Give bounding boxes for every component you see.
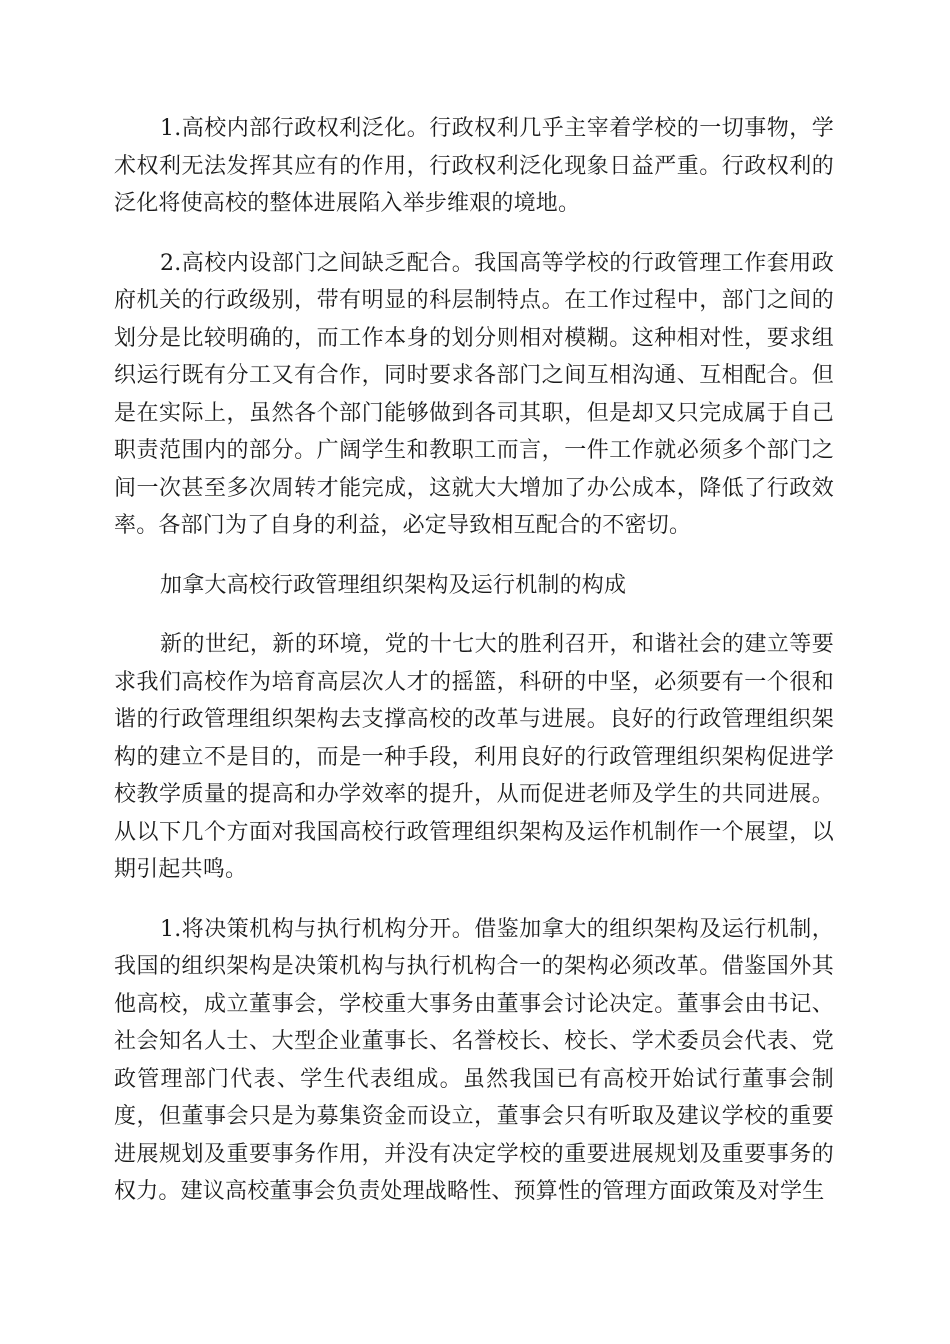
section-heading: 加拿大高校行政管理组织架构及运行机制的构成 [160, 572, 627, 598]
paragraph-new-century: 新的世纪，新的环境，党的十七大的胜利召开，和谐社会的建立等要求我们高校作为培育高层次人才的摇篮，科研的中坚，必须要有一个很和谐的行政管理组织架构去支撑高校的改革与进展。良好的行政管理组织架构的建立不是目的，而是一种手段，利用良好的行政管理组织架构促进学校教学质量的提高和办学效率的提升，从而促进老师及学生的共同进展。从以下几个方面对我国高校行政管理组织架构及运作机制作一个展望，以期引起共鸣。 [114, 632, 834, 882]
paragraph-department-coordination: 2.高校内设部门之间缺乏配合。我国高等学校的行政管理工作套用政府机关的行政级别，带有明显的科层制特点。在工作过程中，部门之间的划分是比较明确的，而工作本身的划分则相对模糊。这种相对性，要求组织运行既有分工又有合作，同时要求各部门之间互相沟通、互相配合。但是在实际上，虽然各个部门能够做到各司其职，但是却又只完成属于自己职责范围内的部分。广阔学生和教职工而言，一件工作就必须多个部门之间一次甚至多次周转才能完成，这就大大增加了办公成本，降低了行政效率。各部门为了自身的利益，必定导致相互配合的不密切。 [114, 250, 834, 538]
paragraph-admin-power: 1.高校内部行政权利泛化。行政权利几乎主宰着学校的一切事物，学术权利无法发挥其应有的作用，行政权利泛化现象日益严重。行政权利的泛化将使高校的整体进展陷入举步维艰的境地。 [114, 116, 834, 216]
paragraph-decision-execution: 1.将决策机构与执行机构分开。借鉴加拿大的组织架构及运行机制，我国的组织架构是决策机构与执行机构合一的架构必须改革。借鉴国外其他高校，成立董事会，学校重大事务由董事会讨论决定。董事会由书记、社会知名人士、大型企业董事长、名誉校长、校长、学术委员会代表、党政管理部门代表、学生代表组成。虽然我国已有高校开始试行董事会制度，但董事会只是为募集资金而设立，董事会只有听取及建议学校的重要进展规划及重要事务作用，并没有决定学校的重要进展规划及重要事务的权力。建议高校董事会负责处理战略性、预算性的管理方面政策及对学生 [114, 916, 834, 1204]
document-body [114, 110, 834, 1233]
